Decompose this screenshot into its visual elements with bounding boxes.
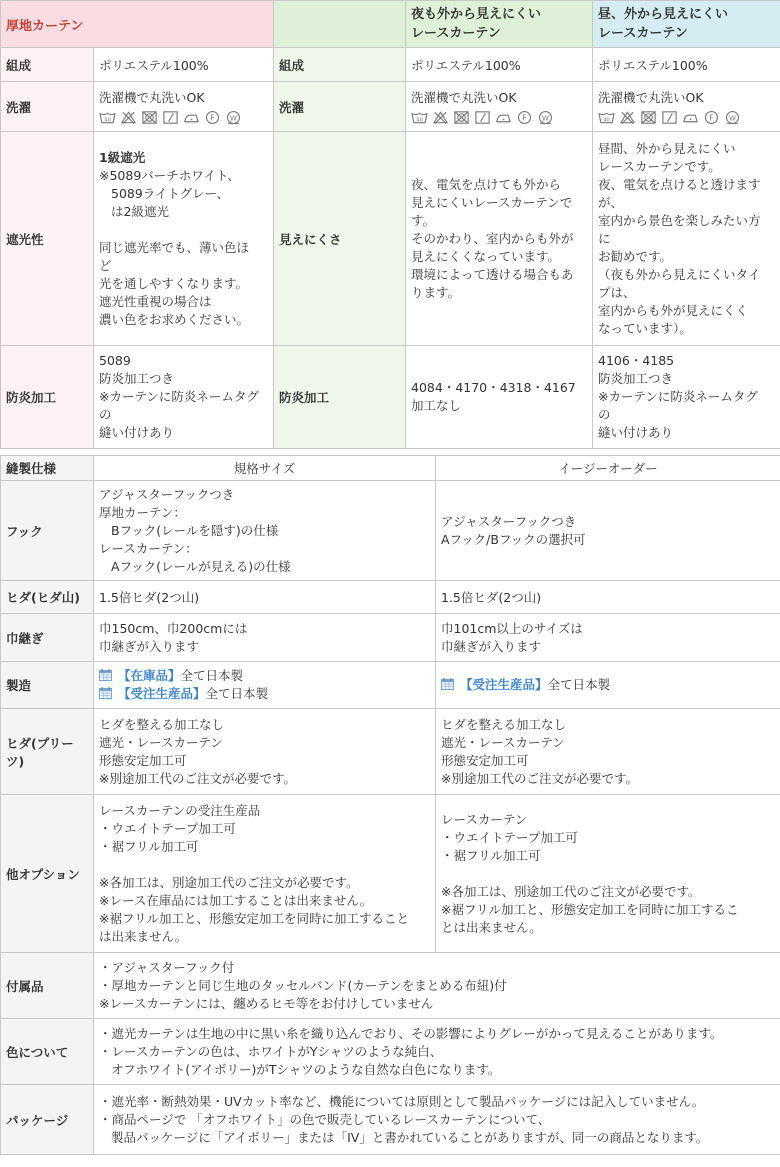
- easy-pleat-head: 1.5倍ヒダ(2つ山): [436, 581, 780, 614]
- spec-line: レースカーテンの受注生産品: [99, 802, 261, 818]
- fire-line: ※カーテンに防炎ネームタグ: [99, 389, 259, 404]
- wash-text: 洗濯機で丸洗いOK: [598, 89, 704, 105]
- visibility-line: レースカーテンです。: [598, 158, 721, 174]
- label-composition-lace: 組成: [274, 48, 406, 82]
- care-symbols: [411, 110, 587, 125]
- fire-line: 縫い付けあり: [598, 425, 674, 440]
- standard-pleat: [94, 709, 436, 795]
- spec-line: ・遮光率・断熱効果・UVカット率など、機能については原則として製品パッケージには記入していません。: [99, 1093, 705, 1109]
- shading-line: 5089ライトグレー、: [111, 185, 230, 201]
- visibility-line: 夜、電気を点けても外から: [411, 176, 562, 192]
- label-shading: 遮光性: [1, 132, 94, 346]
- shading-line: 遮光性重視の場合は: [99, 293, 212, 309]
- shading-line: ど: [99, 257, 112, 273]
- spec-line: オフホワイト(アイボリー)がTシャツのような自然な白色になります。: [111, 1061, 501, 1077]
- fire-line: の: [99, 407, 112, 422]
- night-wash: [406, 82, 593, 132]
- night-composition: ポリエステル100%: [406, 48, 593, 82]
- label-colors: 色について: [1, 1019, 94, 1085]
- label-package: パッケージ: [1, 1085, 94, 1155]
- spec-line: ・アジャスターフック付: [99, 959, 235, 975]
- order-tag: 【受注生産品】: [459, 677, 548, 692]
- wet-clean-w-icon: [724, 110, 741, 125]
- spec-line: とは出来ません。: [441, 919, 542, 935]
- standard-pleat-head: 1.5倍ヒダ(2つ山): [94, 581, 436, 614]
- manufacture-text: 全て日本製: [180, 668, 244, 683]
- visibility-line: す。: [411, 212, 436, 228]
- shading-line: 同じ遮光率でも、薄い色ほ: [99, 239, 250, 255]
- header-empty: [274, 1, 406, 48]
- spec-line: ・裾フリル加工可: [441, 847, 541, 863]
- order-tag: 【受注生産品】: [117, 686, 206, 701]
- svg-text:W: W: [230, 112, 237, 122]
- svg-text:F: F: [709, 112, 714, 122]
- no-bleach-icon: [432, 110, 449, 125]
- iron-low-icon: [682, 110, 699, 125]
- dry-clean-f-icon: [703, 110, 720, 125]
- line-dry-icon: [661, 110, 678, 125]
- manufacture-item: [99, 685, 430, 703]
- colors-content: [94, 1019, 780, 1085]
- no-bleach-icon: [120, 110, 137, 125]
- easy-pleat: [436, 709, 780, 795]
- shading-line: ※5089バーチホワイト、: [99, 167, 240, 183]
- wash-text: 洗濯機で丸洗いOK: [411, 89, 517, 105]
- spec-line: ※レース在庫品には加工することは出来ません。: [99, 892, 373, 908]
- spec-line: ※裾フリル加工と、形態安定加工を同時に加工すること: [99, 910, 409, 926]
- label-pleat-head: ヒダ(ヒダ山): [1, 581, 94, 614]
- fire-line: ※カーテンに防炎ネームタグ: [598, 389, 758, 404]
- dry-clean-f-icon: [516, 110, 533, 125]
- standard-manufacture: [94, 662, 436, 709]
- spec-line: Aフック(レールが見える)の仕様: [111, 558, 291, 574]
- fire-line: の: [598, 407, 611, 422]
- header-night-lace: 夜も外から見えにくい レースカーテン: [406, 1, 593, 48]
- care-symbols: [598, 110, 775, 125]
- day-wash: [593, 82, 780, 132]
- shading-line: 濃い色をお求めください。: [99, 311, 250, 327]
- spec-line: レースカーテン: [441, 811, 528, 827]
- iron-low-icon: [183, 110, 200, 125]
- fire-line: 5089: [99, 353, 131, 368]
- calendar-icon: [99, 687, 112, 699]
- label-accessories: 付属品: [1, 953, 94, 1019]
- spec-line: は出来ません。: [99, 928, 188, 944]
- spec-line: 遮光・レースカーテン: [441, 734, 565, 750]
- line-dry-icon: [474, 110, 491, 125]
- thick-shading: [94, 132, 274, 346]
- sewing-header: 縫製仕様: [1, 456, 94, 481]
- svg-text:F: F: [210, 112, 215, 122]
- spec-line: [99, 856, 430, 874]
- spec-line: 形態安定加工可: [441, 752, 529, 768]
- label-other-options: 他オプション: [1, 795, 94, 953]
- standard-width-joint: [94, 614, 436, 662]
- fire-line: 防炎加工つき: [598, 371, 674, 386]
- spec-line: レースカーテン：: [99, 540, 198, 556]
- fire-line: 加工なし: [411, 398, 462, 413]
- no-tumble-icon: [453, 110, 470, 125]
- spec-line: 形態安定加工可: [99, 752, 187, 768]
- spec-line: アジャスターフックつき: [99, 486, 235, 502]
- visibility-line: （夜も外から見えにくいタイ: [598, 266, 761, 282]
- col-standard-size: 規格サイズ: [94, 456, 436, 481]
- label-width-joint: 巾継ぎ: [1, 614, 94, 662]
- visibility-line: 見えにくくなっています。: [411, 248, 561, 264]
- manufacture-item: [441, 676, 775, 694]
- header-thick-curtain: 厚地カーテン: [1, 1, 274, 48]
- spec-line: 巾101cm以上のサイズは: [441, 620, 583, 636]
- easy-manufacture: [436, 662, 780, 709]
- spec-line: [441, 865, 775, 883]
- fire-line: 4084・4170・4318・4167: [411, 380, 576, 395]
- thick-wash: [94, 82, 274, 132]
- day-visibility: [593, 132, 780, 346]
- calendar-icon: [99, 669, 112, 681]
- spec-line: ・ウエイトテープ加工可: [441, 829, 578, 845]
- label-wash-lace: 洗濯: [274, 82, 406, 132]
- spec-line: アジャスターフックつき: [441, 513, 577, 529]
- visibility-line: なっています）。: [598, 320, 692, 336]
- spec-line: 巾150cm、巾200cmには: [99, 620, 248, 636]
- shading-line: は2級遮光: [111, 203, 169, 219]
- svg-text:W: W: [729, 112, 737, 122]
- sewing-spec-table: [0, 455, 780, 1155]
- material-table: [0, 0, 780, 449]
- calendar-icon: [441, 678, 454, 690]
- fire-line: 縫い付けあり: [99, 425, 175, 440]
- spec-line: 巾継ぎが入ります: [441, 638, 542, 654]
- header-day-lace: 昼、外から見えにくい レースカーテン: [593, 1, 780, 48]
- spec-line: ・厚地カーテンと同じ生地のタッセルバンド(カーテンをまとめる布紐)付: [99, 977, 507, 993]
- fire-line: 防炎加工つき: [99, 371, 175, 386]
- shading-line: 1級遮光: [99, 149, 146, 165]
- label-wash: 洗濯: [1, 82, 94, 132]
- svg-text:40: 40: [416, 116, 423, 123]
- spec-line: ヒダを整える加工なし: [441, 716, 567, 732]
- spec-line: ・ウエイトテープ加工可: [99, 820, 236, 836]
- visibility-line: 昼間、外から見えにくい: [598, 140, 736, 156]
- svg-text:40: 40: [603, 116, 610, 123]
- care-symbols: [99, 110, 268, 125]
- visibility-line: が、: [598, 194, 624, 210]
- no-tumble-icon: [640, 110, 657, 125]
- spec-line: Bフック(レールを隠す)の仕様: [111, 522, 279, 538]
- accessories-content: [94, 953, 780, 1019]
- visibility-line: ります。: [411, 284, 461, 300]
- spec-line: 遮光・レースカーテン: [99, 734, 223, 750]
- visibility-line: 室内から景色を楽しみたい方: [598, 212, 761, 228]
- wash-40-icon: [99, 110, 116, 125]
- spec-line: ※レースカーテンには、纏めるヒモ等をお付けしていません: [99, 995, 434, 1011]
- visibility-line: 環境によって透ける場合もあ: [411, 266, 574, 282]
- manufacture-item: [99, 667, 430, 685]
- night-fireproof: [406, 346, 593, 449]
- visibility-line: プは、: [598, 284, 636, 300]
- iron-low-icon: [495, 110, 512, 125]
- line-dry-icon: [162, 110, 179, 125]
- spec-line: ※各加工は、別途加工代のご注文が必要です。: [441, 883, 701, 899]
- dry-clean-f-icon: [204, 110, 221, 125]
- day-fireproof: [593, 346, 780, 449]
- visibility-line: 室内からも外が見えにくく: [598, 302, 749, 318]
- visibility-line: 夜、電気を点けると透けます: [598, 176, 761, 192]
- svg-text:F: F: [522, 112, 527, 122]
- visibility-line: 見えにくいレースカーテンで: [411, 194, 573, 210]
- label-hook: フック: [1, 481, 94, 581]
- spec-line: Aフック/Bフックの選択可: [441, 531, 586, 547]
- spec-line: ※別途加工代のご注文が必要です。: [99, 770, 296, 786]
- label-composition: 組成: [1, 48, 94, 82]
- easy-width-joint: [436, 614, 780, 662]
- wet-clean-w-icon: [225, 110, 242, 125]
- label-pleat: ヒダ(プリーツ): [1, 709, 94, 795]
- col-easy-order: イージーオーダー: [436, 456, 780, 481]
- label-visibility: 見えにくさ: [274, 132, 406, 346]
- visibility-line: に: [598, 230, 611, 246]
- night-visibility: [406, 132, 593, 346]
- fire-line: 4106・4185: [598, 353, 675, 368]
- spec-line: ・裾フリル加工可: [99, 838, 199, 854]
- wash-40-icon: [598, 110, 615, 125]
- wet-clean-w-icon: [537, 110, 554, 125]
- manufacture-text: 全て日本製: [547, 677, 611, 692]
- svg-text:W: W: [542, 112, 550, 122]
- shading-line: [99, 221, 268, 239]
- thick-composition: ポリエステル100%: [94, 48, 274, 82]
- shading-line: 光を通しやすくなります。: [99, 275, 249, 291]
- spec-line: ※別途加工代のご注文が必要です。: [441, 770, 638, 786]
- spec-line: 製品パッケージに「アイボリー」または「IV」と書かれていることがありますが、同一の商品となります。: [111, 1129, 709, 1145]
- spec-line: ・レースカーテンの色は、ホワイトがYシャツのような純白、: [99, 1043, 443, 1059]
- manufacture-text: 全て日本製: [205, 686, 269, 701]
- wash-text: 洗濯機で丸洗いOK: [99, 89, 205, 105]
- package-content: [94, 1085, 780, 1155]
- spec-line: 巾継ぎが入ります: [99, 638, 200, 654]
- label-fireproof-lace: 防炎加工: [274, 346, 406, 449]
- spec-line: ・遮光カーテンは生地の中に黒い糸を織り込んでおり、その影響によりグレーがかって見えることがあります。: [99, 1025, 723, 1041]
- spec-line: ※各加工は、別途加工代のご注文が必要です。: [99, 874, 359, 890]
- stock-tag: 【在庫品】: [117, 668, 181, 683]
- no-tumble-icon: [141, 110, 158, 125]
- visibility-line: そのかわり、室内からも外が: [411, 230, 574, 246]
- spec-line: ヒダを整える加工なし: [99, 716, 225, 732]
- standard-hook: [94, 481, 436, 581]
- easy-hook: [436, 481, 780, 581]
- no-bleach-icon: [619, 110, 636, 125]
- spec-line: ・商品ページで 「オフホワイト」の色で販売しているレースカーテンについて、: [99, 1111, 551, 1127]
- label-manufacture: 製造: [1, 662, 94, 709]
- day-composition: ポリエステル100%: [593, 48, 780, 82]
- label-fireproof: 防炎加工: [1, 346, 94, 449]
- spec-line: ※裾フリル加工と、形態安定加工を同時に加工するこ: [441, 901, 739, 917]
- spec-line: 厚地カーテン：: [99, 504, 186, 520]
- thick-fireproof: [94, 346, 274, 449]
- svg-text:40: 40: [104, 116, 111, 123]
- wash-40-icon: [411, 110, 428, 125]
- easy-other-options: [436, 795, 780, 953]
- visibility-line: お勧めです。: [598, 248, 673, 264]
- standard-other-options: [94, 795, 436, 953]
